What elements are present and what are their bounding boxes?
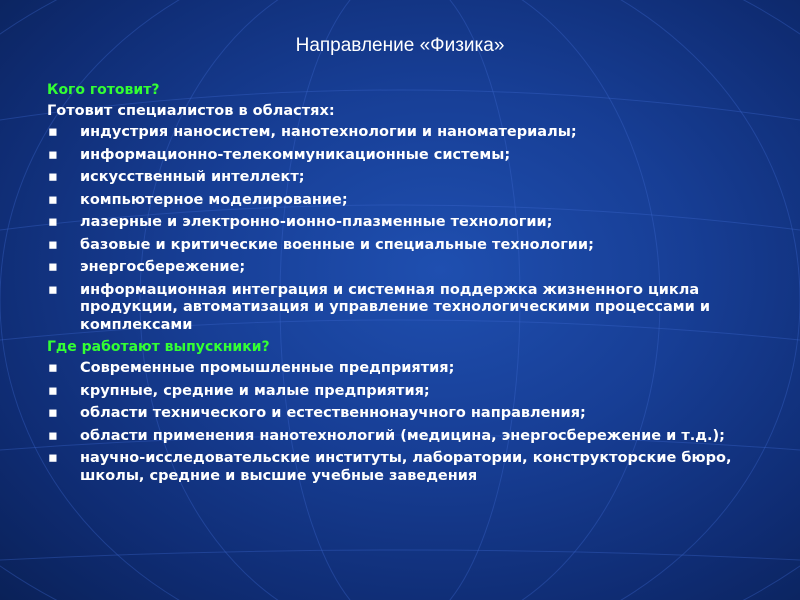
bullet-icon: ▪ [48, 236, 58, 253]
intro-text: Готовит специалистов в областях: [47, 103, 335, 119]
bullet-icon: ▪ [48, 382, 58, 399]
list-item: ▪ Современные промышленные предприятия; [48, 360, 455, 376]
bullet-icon: ▪ [48, 191, 58, 208]
list-item: ▪ искусственный интеллект; [48, 169, 305, 185]
section-heading-who: Кого готовит? [47, 82, 160, 98]
bullet-icon: ▪ [48, 169, 58, 185]
list-item: ▪ базовые и критические военные и специальные технологии; [48, 236, 594, 253]
list-item: ▪ информационная интеграция и системная поддержка жизненного цикла продукции, автоматизация и управление технологическими процессами и комплексами [48, 281, 710, 333]
workplaces-list [47, 360, 767, 485]
bullet-icon: ▪ [48, 259, 58, 275]
list-item: ▪ энергосбережение; [48, 259, 246, 275]
bullet-icon: ▪ [48, 281, 58, 298]
slide-title: Направление «Физика» [295, 35, 505, 56]
list-item: ▪ лазерные и электронно-ионно-плазменные технологии; [48, 214, 553, 230]
list-item: ▪ крупные, средние и малые предприятия; [48, 382, 430, 399]
bullet-icon: ▪ [48, 146, 58, 163]
bullet-icon: ▪ [48, 405, 58, 421]
bullet-icon: ▪ [48, 214, 58, 230]
bullet-icon: ▪ [48, 450, 58, 466]
section-heading-where: Где работают выпускники? [47, 339, 270, 355]
specializations-list [47, 124, 767, 334]
list-item: ▪ индустрия наносистем, нанотехнологии и наноматериалы; [48, 124, 577, 140]
bullet-icon: ▪ [48, 360, 58, 376]
slide-content [47, 82, 767, 490]
list-item: ▪ компьютерное моделирование; [48, 191, 348, 208]
bullet-icon: ▪ [48, 427, 58, 444]
bullet-icon: ▪ [48, 124, 58, 140]
list-item: ▪ информационно-телекоммуникационные системы; [48, 146, 511, 163]
list-item: ▪ области применения нанотехнологий (медицина, энергосбережение и т.д.); [48, 427, 725, 444]
list-item: ▪ научно-исследовательские институты, лаборатории, конструкторские бюро, школы, средние и высшие учебные заведения [48, 450, 732, 484]
list-item: ▪ области технического и естественнонаучного направления; [48, 405, 586, 421]
